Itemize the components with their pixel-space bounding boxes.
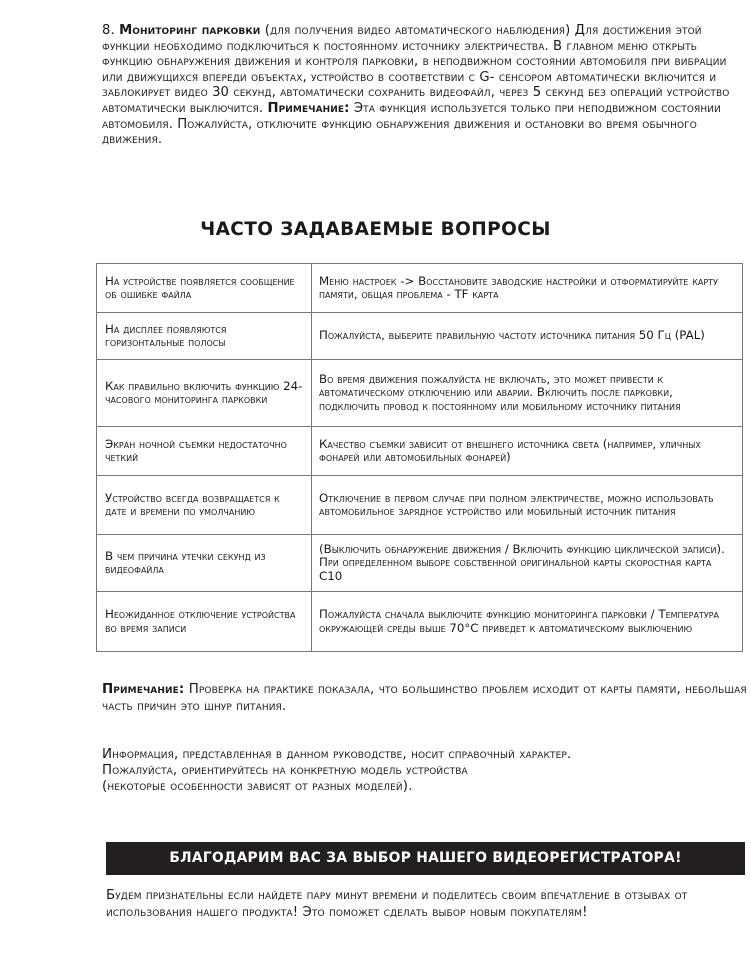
faq-answer: Качество съемки зависит от внешнего источника света (например, уличных фонарей или автомобильных фонарей) — [312, 427, 743, 476]
disclaimer-line: Пожалуйста, ориентируйтесь на конкретную модель устройства — [102, 763, 468, 778]
section-body: (для получения видео автоматического наблюдения) Для достижения этой функции необходимо подключиться к постоянному источнику электричества. В главном меню открыть функцию обнаружения движения и контроля парковки, в неподвижном состоянии автомобиля при вибрации или движущихся впереди объектах, устройство в соответствии с G- сенсором автоматически включится и заблокирует видео 30 секунд, автоматически сохранить видеофайл, через 5 секунд без операций устройство автоматически выключится. — [102, 23, 730, 116]
faq-row — [97, 427, 743, 476]
faq-question: Экран ночной съемки недостаточно четкий — [97, 427, 312, 476]
faq-question: На дисплее появляются горизонтальные полосы — [97, 313, 312, 360]
general-note — [102, 681, 750, 715]
faq-row — [97, 313, 743, 360]
faq-answer: Меню настроек -> Восстановите заводские настройки и отформатируйте карту памяти, общая проблема - TF карта — [312, 264, 743, 313]
faq-table — [96, 263, 743, 652]
faq-heading: ЧАСТО ЗАДАВАЕМЫЕ ВОПРОСЫ — [200, 219, 551, 240]
faq-row — [97, 264, 743, 313]
general-note-label: Примечание: — [102, 682, 185, 697]
faq-question: Как правильно включить функцию 24-часового мониторинга парковки — [97, 360, 312, 427]
faq-row — [97, 476, 743, 535]
faq-answer: Отключение в первом случае при полном электричестве, можно использовать автомобильное зарядное устройство или мобильный источник питания — [312, 476, 743, 535]
section-title: Мониторинг парковки — [119, 23, 261, 38]
disclaimer-line: Информация, представленная в данном руководстве, носит справочный характер. — [102, 747, 572, 762]
faq-row — [97, 535, 743, 592]
section-number: 8. — [102, 23, 120, 38]
faq-row — [97, 360, 743, 427]
thanks-banner: БЛАГОДАРИМ ВАС ЗА ВЫБОР НАШЕГО ВИДЕОРЕГИСТРАТОРА! — [106, 842, 745, 875]
general-note-text: Проверка на практике показала, что большинство проблем исходит от карты памяти, небольшая часть причин это шнур питания. — [102, 682, 747, 714]
faq-answer: Во время движения пожалуйста не включать, это может привести к автоматическому отключению или аварии. Включить после парковки, подключить провод к постоянному или мобильному источнику питания — [312, 360, 743, 427]
disclaimer — [102, 747, 750, 795]
thanks-text: Будем признательны если найдете пару минут времени и поделитесь своим впечатление в отзывах от использования нашего продукта! Это поможет сделать выбор новым покупателям! — [106, 888, 688, 920]
disclaimer-line: (некоторые особенности зависят от разных моделей). — [102, 779, 413, 794]
section-note-text: Эта функция используется только при неподвижном состоянии автомобиля. Пожалуйста, отключите функцию обнаружения движения и остановки во время обычного движения. — [102, 100, 721, 148]
faq-question: В чем причина утечки секунд из видеофайла — [97, 535, 312, 592]
faq-row — [97, 592, 743, 652]
faq-answer: (Выключить обнаружение движения / Включить функцию циклической записи). При определенном выборе собственной оригинальной карты скоростная карта C10 — [312, 535, 743, 592]
faq-answer: Пожалуйста сначала выключите функцию мониторинга парковки / Температура окружающей среды выше 70°C приведет к автоматическому выключению — [312, 592, 743, 652]
faq-answer: Пожалуйста, выберите правильную частоту источника питания 50 Гц (PAL) — [312, 313, 743, 360]
faq-question: Неожиданное отключение устройства во время записи — [97, 592, 312, 652]
faq-question: На устройстве появляется сообщение об ошибке файла — [97, 264, 312, 313]
section-note-label: Примечание: — [267, 100, 350, 116]
parking-monitoring-section — [102, 23, 750, 148]
faq-question: Устройство всегда возвращается к дате и времени по умолчанию — [97, 476, 312, 535]
